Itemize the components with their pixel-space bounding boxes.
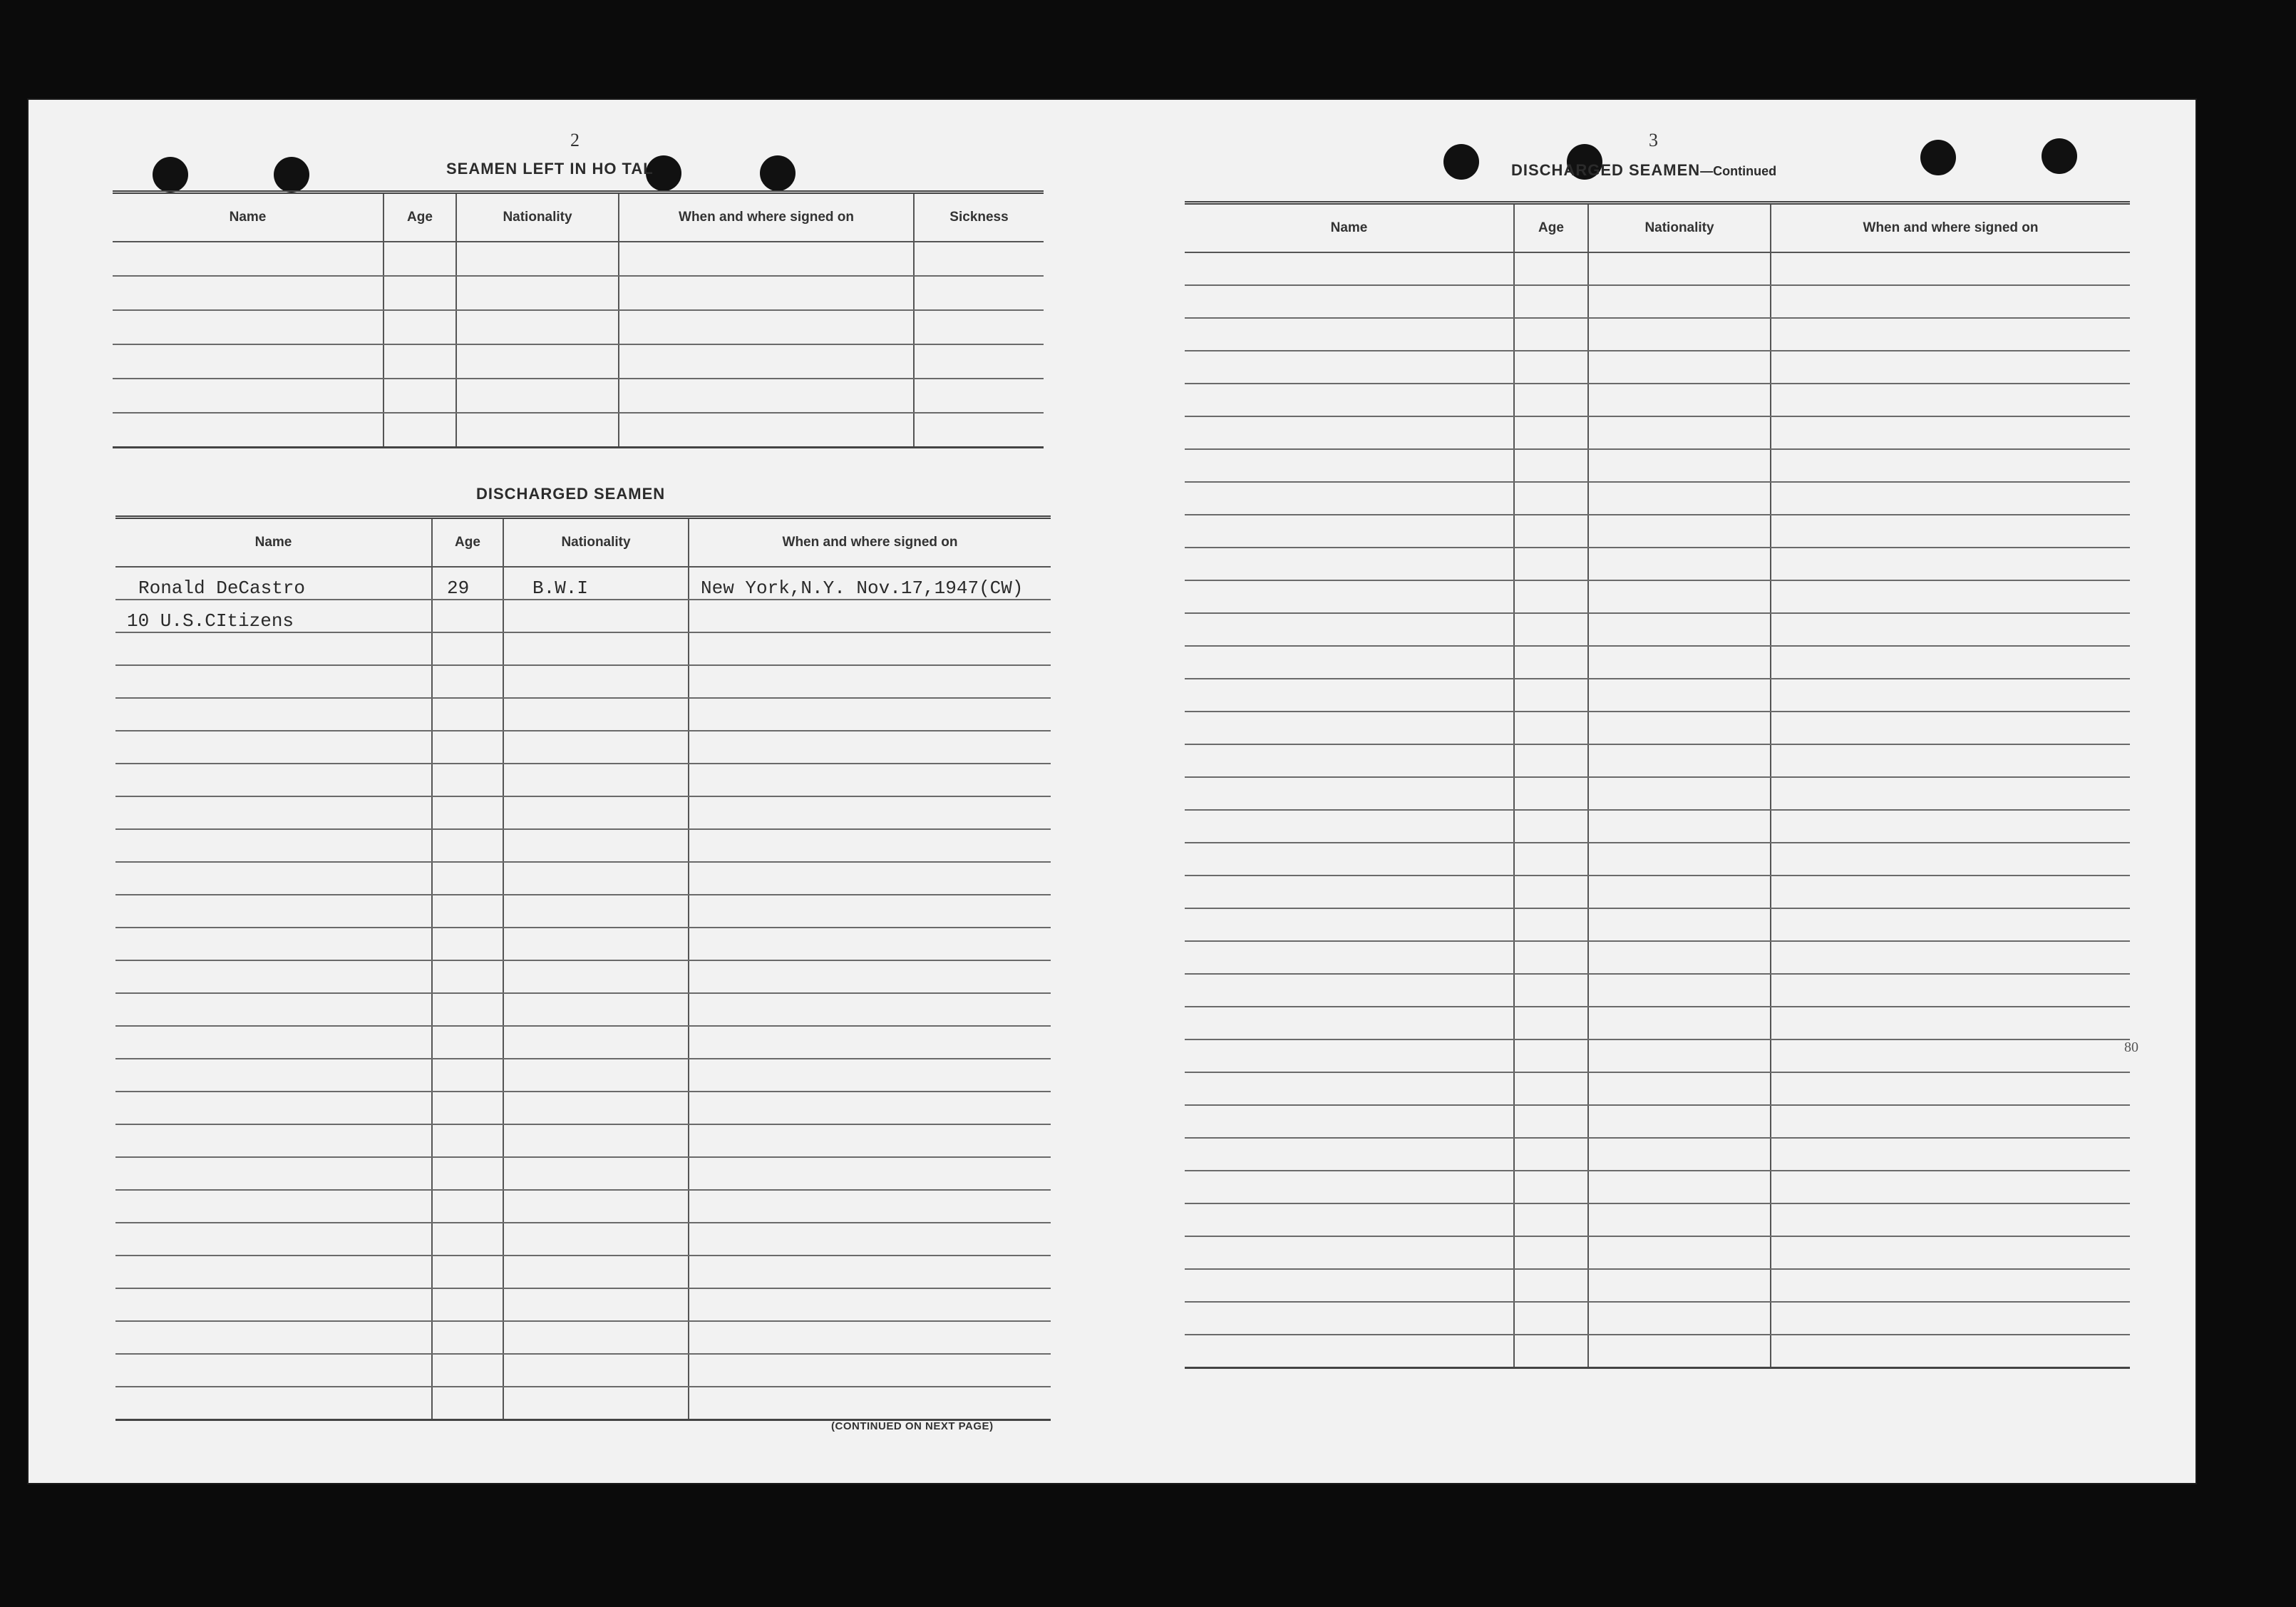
continued-note: (CONTINUED ON NEXT PAGE) xyxy=(831,1420,994,1432)
header-nationality: Nationality xyxy=(456,192,619,242)
table-row xyxy=(115,1059,1051,1092)
table-row xyxy=(113,276,1044,310)
header-sickness: Sickness xyxy=(914,192,1044,242)
table-row xyxy=(115,1124,1051,1157)
table-row xyxy=(1185,1269,2130,1302)
cell-age: 29 xyxy=(432,567,503,600)
discharged-continued-title xyxy=(1511,161,1776,180)
cell-signed-on xyxy=(689,600,1051,632)
title-suffix: —Continued xyxy=(1700,164,1777,178)
table-row xyxy=(1185,416,2130,449)
table-row xyxy=(1185,777,2130,810)
table-row xyxy=(1185,285,2130,318)
table-row xyxy=(113,310,1044,344)
table-row xyxy=(115,1157,1051,1190)
table-row xyxy=(1185,1138,2130,1171)
table-row xyxy=(1185,580,2130,613)
table-row xyxy=(1185,1039,2130,1072)
discharged-table xyxy=(115,515,1051,1421)
table-row xyxy=(115,1321,1051,1354)
right-page xyxy=(1141,100,2195,1483)
page-number: 3 xyxy=(1649,130,1658,150)
table-row xyxy=(115,1288,1051,1321)
page-number: 2 xyxy=(570,130,580,150)
table-row xyxy=(115,600,1051,632)
table-row xyxy=(1185,646,2130,679)
table-row xyxy=(115,960,1051,993)
table-header-row xyxy=(1185,203,2130,253)
punch-hole-icon xyxy=(153,157,188,192)
header-signed-on: When and where signed on xyxy=(1771,203,2130,253)
header-nationality: Nationality xyxy=(503,518,689,568)
table-row xyxy=(1185,679,2130,712)
table-row xyxy=(115,764,1051,796)
table-row xyxy=(1185,941,2130,974)
table-row xyxy=(115,698,1051,731)
header-name: Name xyxy=(115,518,432,568)
punch-hole-icon xyxy=(1443,144,1479,180)
table-row xyxy=(115,1256,1051,1288)
table-row xyxy=(1185,1302,2130,1335)
table-row xyxy=(1185,252,2130,285)
table-row xyxy=(115,862,1051,895)
discharged-continued-table xyxy=(1185,201,2130,1369)
table-row xyxy=(1185,810,2130,843)
table-row xyxy=(1185,1236,2130,1269)
cell-signed-on: New York,N.Y. Nov.17,1947(CW) xyxy=(689,567,1051,600)
header-age: Age xyxy=(432,518,503,568)
table-row xyxy=(115,993,1051,1026)
table-row xyxy=(115,731,1051,764)
table-row xyxy=(115,1190,1051,1223)
table-row xyxy=(1185,515,2130,548)
left-page xyxy=(29,100,1112,1483)
table-row xyxy=(113,242,1044,276)
punch-hole-icon xyxy=(2042,138,2077,174)
table-row xyxy=(115,567,1051,600)
table-row xyxy=(115,829,1051,862)
header-signed-on: When and where signed on xyxy=(689,518,1051,568)
stray-mark: 80 xyxy=(2124,1039,2138,1055)
header-age: Age xyxy=(383,192,456,242)
table-row xyxy=(1185,449,2130,482)
table-row xyxy=(1185,482,2130,515)
punch-hole-icon xyxy=(1920,140,1956,175)
hospital-table xyxy=(113,190,1044,448)
table-row xyxy=(115,895,1051,928)
table-row xyxy=(115,1387,1051,1420)
table-row xyxy=(113,344,1044,379)
table-row xyxy=(1185,843,2130,876)
table-row xyxy=(115,665,1051,698)
discharged-table-body xyxy=(115,567,1051,1420)
table-row xyxy=(1185,318,2130,351)
table-row xyxy=(115,1223,1051,1256)
header-name: Name xyxy=(1185,203,1514,253)
cell-age xyxy=(432,600,503,632)
table-row xyxy=(1185,1007,2130,1039)
table-row xyxy=(1185,908,2130,941)
table-row xyxy=(1185,1072,2130,1105)
table-row xyxy=(115,796,1051,829)
continued-table-body xyxy=(1185,252,2130,1368)
cell-name: 10 U.S.CItizens xyxy=(115,600,432,632)
punch-hole-icon xyxy=(760,155,796,191)
table-row xyxy=(113,379,1044,413)
table-row xyxy=(1185,712,2130,744)
table-row xyxy=(1185,548,2130,580)
punch-hole-icon xyxy=(274,157,309,192)
table-row xyxy=(1185,613,2130,646)
table-row xyxy=(1185,384,2130,416)
table-row xyxy=(1185,1203,2130,1236)
table-header-row xyxy=(115,518,1051,568)
cell-name: Ronald DeCastro xyxy=(115,567,432,600)
table-header-row xyxy=(113,192,1044,242)
header-age: Age xyxy=(1514,203,1588,253)
table-row xyxy=(1185,876,2130,908)
header-nationality: Nationality xyxy=(1588,203,1771,253)
header-signed-on: When and where signed on xyxy=(619,192,914,242)
table-row xyxy=(1185,1335,2130,1368)
table-row xyxy=(1185,974,2130,1007)
table-row xyxy=(115,1092,1051,1124)
table-row xyxy=(113,413,1044,448)
table-row xyxy=(1185,351,2130,384)
title-main: DISCHARGED SEAMEN xyxy=(1511,161,1701,179)
table-row xyxy=(1185,1171,2130,1203)
table-row xyxy=(115,928,1051,960)
cell-nationality xyxy=(503,600,689,632)
table-row xyxy=(115,632,1051,665)
table-row xyxy=(1185,1105,2130,1138)
table-row xyxy=(1185,744,2130,777)
header-name: Name xyxy=(113,192,383,242)
document-sheet xyxy=(29,100,2195,1483)
discharged-section-title: DISCHARGED SEAMEN xyxy=(476,485,666,503)
hospital-section-title: SEAMEN LEFT IN HO TAL xyxy=(446,160,654,178)
table-row xyxy=(115,1026,1051,1059)
cell-nationality: B.W.I xyxy=(503,567,689,600)
table-row xyxy=(115,1354,1051,1387)
